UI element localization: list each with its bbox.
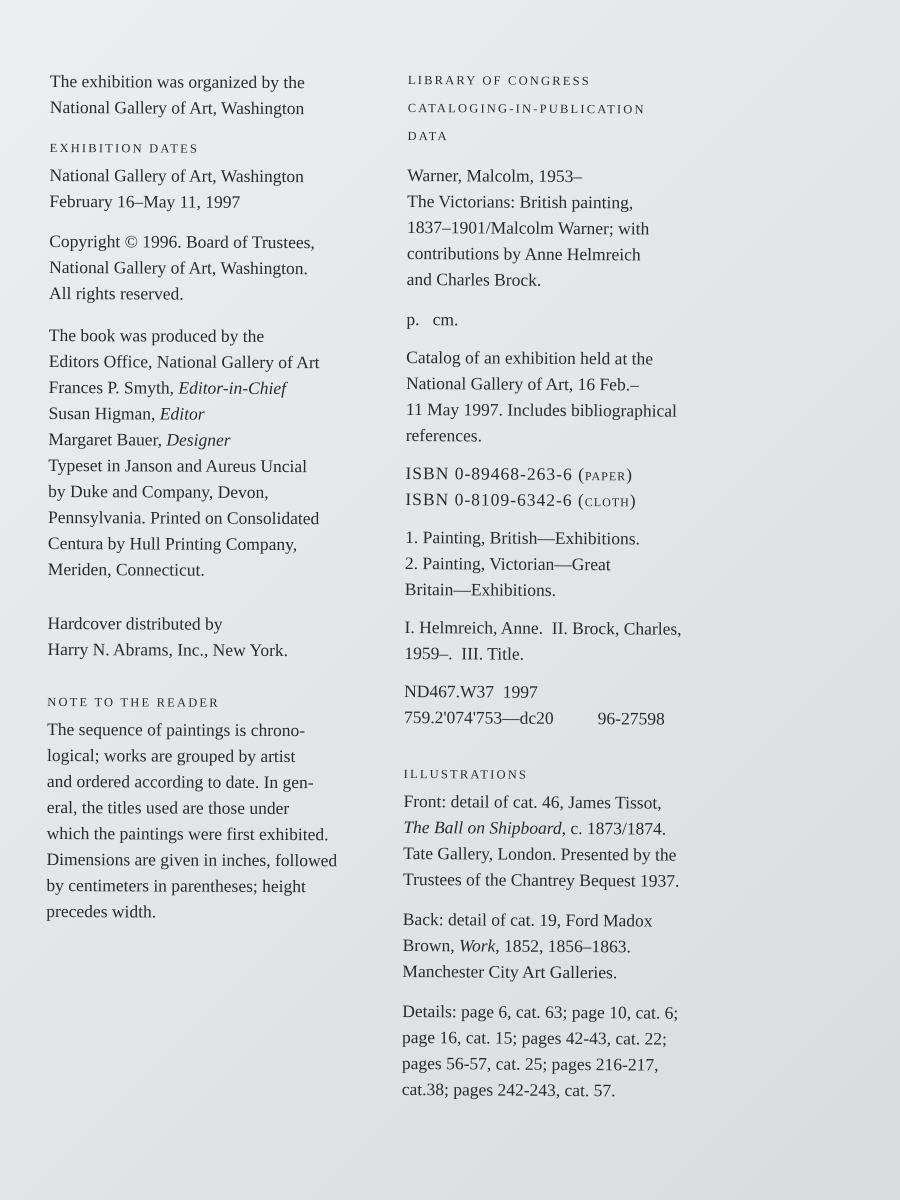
exhibition-dates-heading: EXHIBITION DATES <box>49 140 200 156</box>
cip-entry: Warner, Malcolm, 1953– The Victorians: British painting, 1837–1901/Malcolm Warner; with contributions by Anne Helmreich and Charles Brock. <box>406 164 650 290</box>
production-credits: The book was produced by the Editors Office, National Gallery of Art Frances P. Smyth, Editor-in-Chief Susan Higman, Editor Margaret Bauer, Designer Typeset in Janson and Aureus Uncial by Duke and Company, Devon, Pennsylvania. Printed on Consolidated Centura by Hull Printing Company, Meriden, Connecticut. <box>47 324 320 580</box>
illustrations: ILLUSTRATIONS Front: detail of cat. 46, James Tissot, The Ball on Shipboard, c. 1873/1874. Tate Gallery, London. Presented by the Trustees of the Chantrey Bequest 1937. <box>403 760 724 894</box>
copyright: Copyright © 1996. Board of Trustees, National Gallery of Art, Washington. All rights reserved. <box>48 230 315 304</box>
catalog-note: Catalog of an exhibition held at the National Gallery of Art, 16 Feb.– 11 May 1997. Includes bibliographical references. <box>405 346 677 446</box>
right-column <box>402 66 728 1116</box>
note-to-reader: NOTE TO THE READER The sequence of paintings is chrono- logical; works are grouped by artist and ordered according to date. In gen- eral, the titles used are those under which the paintings were first exhibited. Dimensions are given in inches, followed by centimeters in parentheses; height precedes width. <box>46 688 377 925</box>
subject-headings: 1. Painting, British—Exhibitions. 2. Painting, Victorian—Great Britain—Exhibitions. <box>404 526 640 600</box>
cip-heading: LIBRARY OF CONGRESS CATALOGING-IN-PUBLICATION DATA <box>407 72 646 144</box>
back-cover-credit: Back: detail of cat. 19, Ford Madox Brown, Work, 1852, 1856–1863. Manchester City Art Galleries. <box>402 908 653 983</box>
exhibition-dates: EXHIBITION DATES National Gallery of Art, Washington February 16–May 11, 1997 <box>49 134 379 215</box>
detail-credits: Details: page 6, cat. 63; page 10, cat. 6; page 16, cat. 15; pages 42-43, cat. 22; pages 56-57, cat. 25; pages 216-217, cat.38; pages 242-243, cat. 57. <box>401 1000 679 1101</box>
added-entries: I. Helmreich, Anne. II. Brock, Charles, 1959–. III. Title. <box>404 616 682 664</box>
hardcover-distribution: Hardcover distributed by Harry N. Abrams, Inc., New York. <box>47 612 289 661</box>
physical-description: p. cm. <box>406 308 459 330</box>
illustrations-heading: ILLUSTRATIONS <box>403 766 529 782</box>
organized-by: The exhibition was organized by the National Gallery of Art, Washington <box>49 70 305 119</box>
note-heading: NOTE TO THE READER <box>47 694 220 710</box>
left-column <box>46 68 380 937</box>
call-numbers: ND467.W37 1997 759.2'074'753—dc20 96-27598 <box>403 680 665 729</box>
isbn-list: ISBN 0-89468-263-6 (paper) ISBN 0-8109-6342-6 (cloth) <box>405 462 637 511</box>
